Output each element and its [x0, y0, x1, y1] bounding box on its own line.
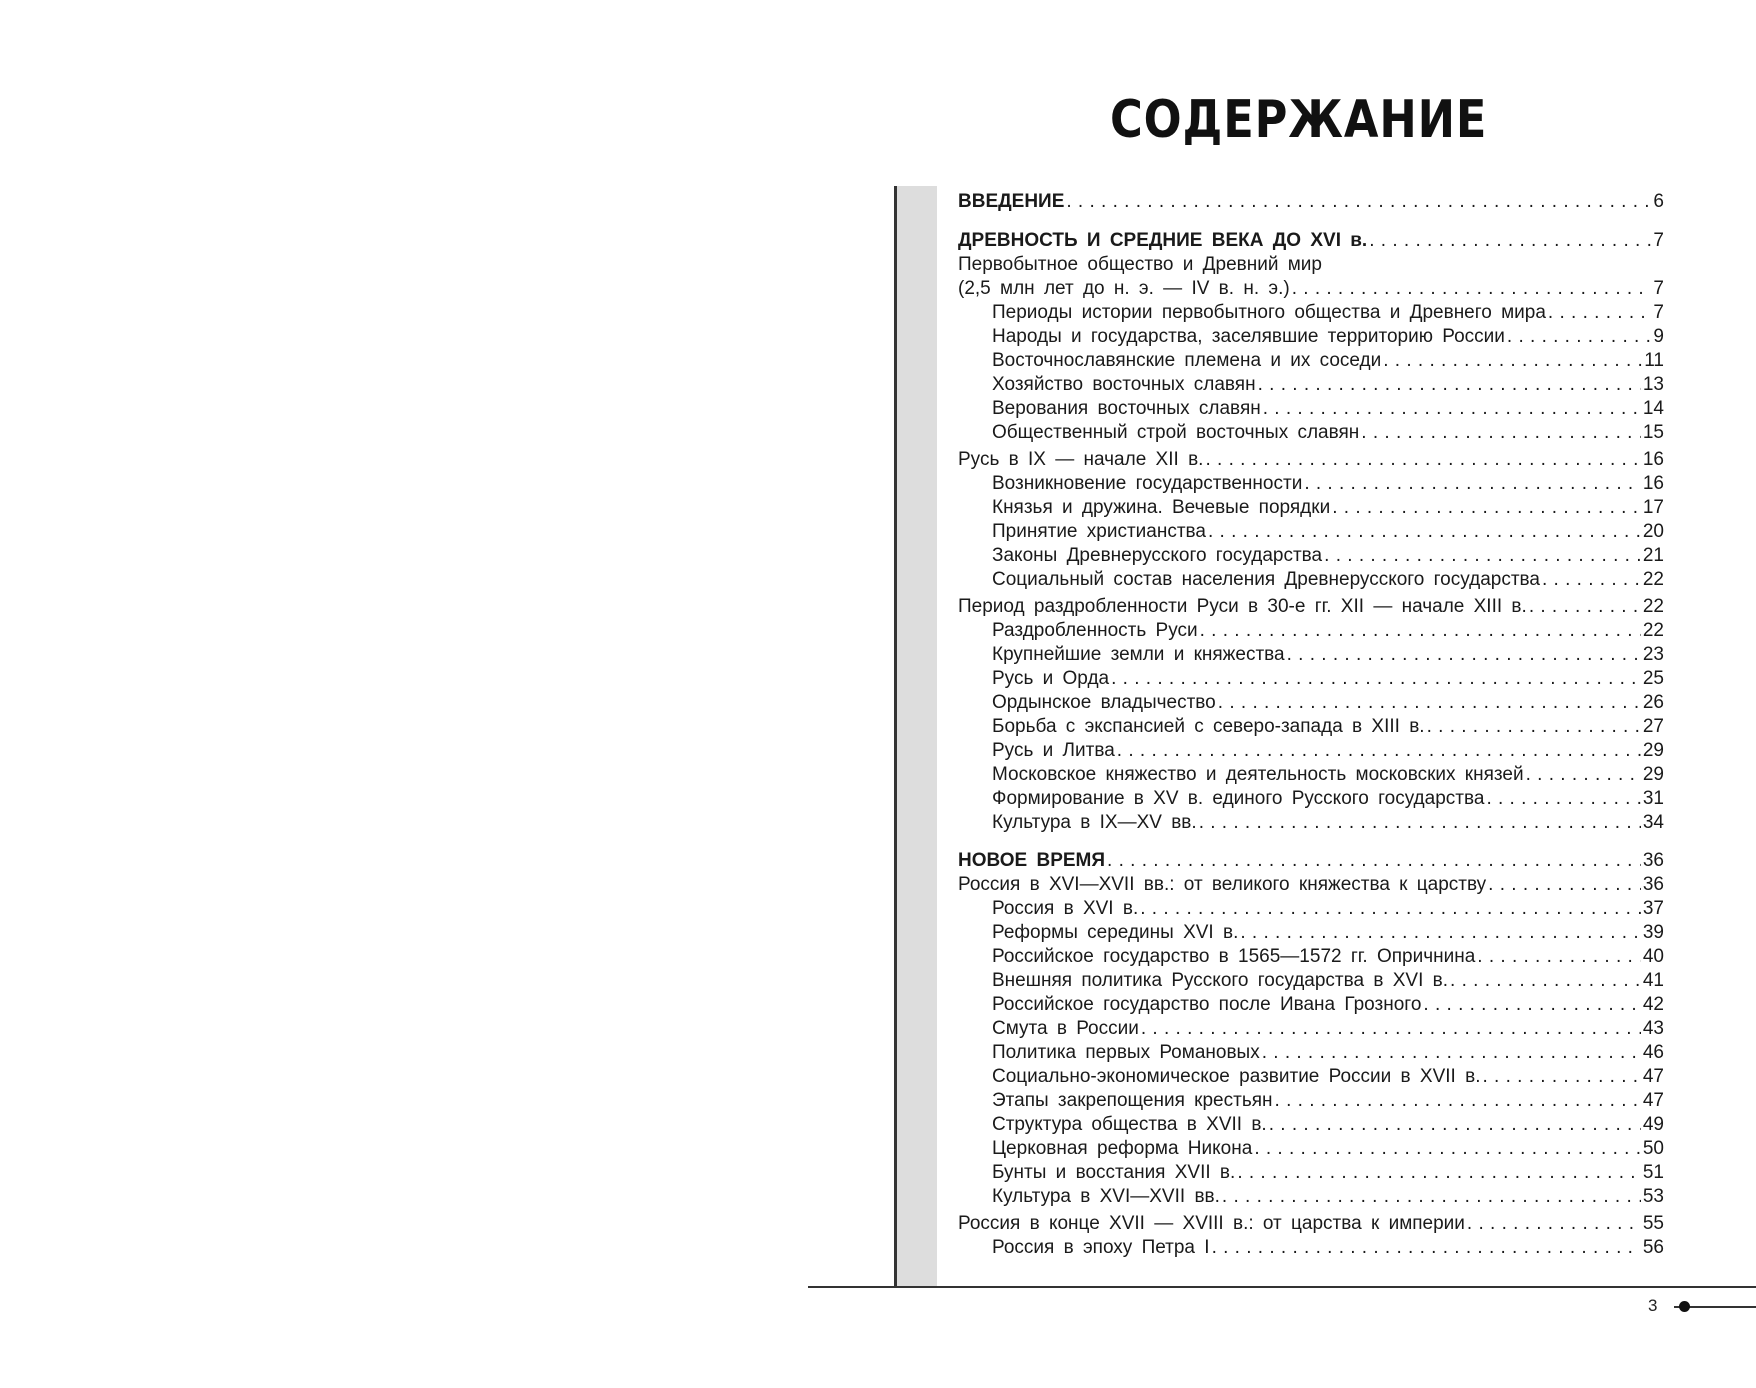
- toc-entry-title: Россия в XVI в.: [992, 898, 1139, 919]
- toc-dot-leader: [1254, 1137, 1641, 1161]
- toc-entry[interactable]: [958, 1212, 1664, 1236]
- toc-entry-title: Первобытное общество и Древний мир: [958, 254, 1322, 275]
- toc-dot-leader: [1218, 691, 1641, 715]
- toc-page-number: 36: [1642, 850, 1664, 871]
- toc-entry-title: Социально-экономическое развитие России в XVII в.: [992, 1066, 1481, 1087]
- toc-entry[interactable]: [958, 643, 1664, 667]
- toc-page-number: 29: [1642, 740, 1664, 761]
- bottom-rule: [808, 1286, 1756, 1288]
- toc-dot-leader: [1107, 849, 1641, 873]
- toc-dot-leader: [1542, 568, 1641, 592]
- toc-page-number: 7: [1653, 230, 1664, 251]
- toc-entry-title: Церковная реформа Никона: [992, 1138, 1253, 1159]
- toc-entry[interactable]: [958, 421, 1664, 445]
- toc-dot-leader: [1222, 1185, 1641, 1209]
- toc-entry-title: Культура в XVI—XVII вв.: [992, 1186, 1220, 1207]
- toc-entry[interactable]: [958, 1089, 1664, 1113]
- toc-entry-title: ВВЕДЕНИЕ: [958, 191, 1065, 212]
- toc-entry[interactable]: [958, 873, 1664, 897]
- toc-dot-leader: [1205, 448, 1640, 472]
- toc-page-number: 51: [1642, 1162, 1664, 1183]
- toc-entry-title: Принятие христианства: [992, 521, 1206, 542]
- toc-entry-title: Верования восточных славян: [992, 398, 1261, 419]
- toc-dot-leader: [1199, 811, 1641, 835]
- toc-dot-leader: [1262, 1041, 1641, 1065]
- toc-entry[interactable]: [958, 1161, 1664, 1185]
- toc-entry[interactable]: [958, 1236, 1664, 1260]
- toc-entry-title: Князья и дружина. Вечевые порядки: [992, 497, 1331, 518]
- toc-page-number: 23: [1642, 644, 1664, 665]
- toc-entry-title: Возникновение государственности: [992, 473, 1303, 494]
- toc-entry-title: Внешняя политика Русского государства в XVI в.: [992, 970, 1449, 991]
- toc-entry[interactable]: [958, 691, 1664, 715]
- toc-entry-title: Борьба с экспансией с северо-запада в XIII в.: [992, 716, 1425, 737]
- toc-dot-leader: [1212, 1236, 1641, 1260]
- toc-dot-leader: [1240, 921, 1641, 945]
- toc-page-number: 13: [1642, 374, 1664, 395]
- toc-dot-leader: [1369, 229, 1651, 253]
- toc-entry[interactable]: [958, 277, 1664, 301]
- toc-entry[interactable]: [958, 520, 1664, 544]
- toc-entry[interactable]: [958, 739, 1664, 763]
- toc-entry[interactable]: [958, 849, 1664, 873]
- toc-entry-title: Смута в России: [992, 1018, 1139, 1039]
- toc-entry[interactable]: [958, 1065, 1664, 1089]
- margin-band: [897, 186, 937, 1288]
- toc-page-number: 27: [1642, 716, 1664, 737]
- toc-entry-title: Русь в IX — начале XII в.: [958, 449, 1204, 470]
- toc-entry[interactable]: [958, 945, 1664, 969]
- toc-dot-leader: [1117, 739, 1641, 763]
- toc-dot-leader: [1237, 1161, 1641, 1185]
- toc-dot-leader: [1324, 544, 1641, 568]
- toc-page-number: 41: [1642, 970, 1664, 991]
- toc-entry[interactable]: [958, 544, 1664, 568]
- toc-entry[interactable]: [958, 190, 1664, 214]
- page-title: СОДЕРЖАНИЕ: [1110, 90, 1488, 150]
- toc-page-number: 21: [1642, 545, 1664, 566]
- toc-dot-leader: [1507, 325, 1652, 349]
- toc-page-number: 29: [1642, 764, 1664, 785]
- toc-entry-title: Раздробленность Руси: [992, 620, 1198, 641]
- toc-entry[interactable]: [958, 667, 1664, 691]
- toc-entry[interactable]: [958, 568, 1664, 592]
- toc-entry[interactable]: [958, 787, 1664, 811]
- toc-dot-leader: [1427, 715, 1641, 739]
- toc-dot-leader: [1263, 397, 1641, 421]
- toc-entry-title: Российское государство в 1565—1572 гг. Опричнина: [992, 946, 1476, 967]
- toc-entry[interactable]: [958, 619, 1664, 643]
- toc-entry-title: Структура общества в XVII в.: [992, 1114, 1267, 1135]
- toc-entry-title: Законы Древнерусского государства: [992, 545, 1323, 566]
- toc-entry[interactable]: [958, 472, 1664, 496]
- toc-page-number: 47: [1642, 1090, 1664, 1111]
- page-marker-dot-icon: [1679, 1301, 1690, 1312]
- toc-dot-leader: [1548, 301, 1652, 325]
- toc-page-number: 16: [1642, 449, 1664, 470]
- toc-dot-leader: [1361, 421, 1641, 445]
- toc-entry-title: Периоды истории первобытного общества и Древнего мира: [992, 302, 1546, 323]
- toc-dot-leader: [1529, 595, 1641, 619]
- toc-dot-leader: [1287, 643, 1641, 667]
- toc-page-number: 22: [1642, 596, 1664, 617]
- toc-page-number: 7: [1653, 278, 1664, 299]
- toc-entry[interactable]: [958, 811, 1664, 835]
- toc-dot-leader: [1488, 873, 1641, 897]
- toc-dot-leader: [1258, 373, 1641, 397]
- toc-dot-leader: [1304, 472, 1641, 496]
- toc-entry[interactable]: [958, 993, 1664, 1017]
- toc-page-number: 7: [1653, 302, 1664, 323]
- toc-dot-leader: [1200, 619, 1641, 643]
- toc-page-number: 43: [1642, 1018, 1664, 1039]
- toc-entry-title: ДРЕВНОСТЬ И СРЕДНИЕ ВЕКА ДО XVI в.: [958, 230, 1368, 251]
- toc-entry-title: Общественный строй восточных славян: [992, 422, 1360, 443]
- toc-entry[interactable]: [958, 1041, 1664, 1065]
- toc-entry[interactable]: [958, 897, 1664, 921]
- toc-page-number: 49: [1642, 1114, 1664, 1135]
- toc-dot-leader: [1483, 1065, 1641, 1089]
- toc-entry-title: Московское княжество и деятельность московских князей: [992, 764, 1524, 785]
- toc-dot-leader: [1141, 1017, 1641, 1041]
- toc-dot-leader: [1208, 520, 1641, 544]
- toc-entry-title: Народы и государства, заселявшие территорию России: [992, 326, 1505, 347]
- toc-page-number: 50: [1642, 1138, 1664, 1159]
- toc-page-number: 56: [1642, 1237, 1664, 1258]
- toc-dot-leader: [1140, 897, 1641, 921]
- toc-entry-title: Хозяйство восточных славян: [992, 374, 1256, 395]
- toc-entry[interactable]: [958, 763, 1664, 787]
- toc-page-number: 31: [1642, 788, 1664, 809]
- toc-entry[interactable]: [958, 397, 1664, 421]
- toc-entry[interactable]: [958, 373, 1664, 397]
- toc-entry-title: Российское государство после Ивана Грозного: [992, 994, 1422, 1015]
- toc-page-number: 16: [1642, 473, 1664, 494]
- toc-entry-title: Ордынское владычество: [992, 692, 1216, 713]
- toc-entry[interactable]: [958, 349, 1664, 373]
- toc-entry-title: Русь и Орда: [992, 668, 1110, 689]
- toc-page-number: 22: [1642, 620, 1664, 641]
- toc-entry-title: Политика первых Романовых: [992, 1042, 1260, 1063]
- toc-dot-leader: [1269, 1113, 1641, 1137]
- toc-entry[interactable]: [958, 715, 1664, 739]
- toc-entry[interactable]: [958, 301, 1664, 325]
- toc-page-number: 6: [1653, 191, 1664, 212]
- toc-page-number: 42: [1642, 994, 1664, 1015]
- toc-entry-title: Крупнейшие земли и княжества: [992, 644, 1285, 665]
- toc-entry[interactable]: [958, 496, 1664, 520]
- toc-page-number: 34: [1642, 812, 1664, 833]
- toc-page-number: 36: [1642, 874, 1664, 895]
- table-of-contents: [958, 190, 1664, 1260]
- toc-entry[interactable]: [958, 1017, 1664, 1041]
- page-number: 3: [1648, 1296, 1658, 1315]
- toc-entry-title: Бунты и восстания XVII в.: [992, 1162, 1236, 1183]
- toc-entry[interactable]: [958, 229, 1664, 253]
- toc-dot-leader: [1332, 496, 1641, 520]
- toc-page-number: 55: [1642, 1213, 1664, 1234]
- toc-entry-title: Формирование в XV в. единого Русского государства: [992, 788, 1485, 809]
- toc-entry-title: НОВОЕ ВРЕМЯ: [958, 850, 1106, 871]
- toc-entry-title: (2,5 млн лет до н. э. — IV в. н. э.): [958, 278, 1290, 299]
- toc-entry[interactable]: [958, 448, 1664, 472]
- toc-page-number: 17: [1642, 497, 1664, 518]
- toc-entry-title: Реформы середины XVI в.: [992, 922, 1239, 943]
- toc-page-number: 39: [1642, 922, 1664, 943]
- toc-page-number: 46: [1642, 1042, 1664, 1063]
- toc-dot-leader: [1292, 277, 1652, 301]
- toc-entry-title: Культура в IX—XV вв.: [992, 812, 1197, 833]
- toc-page-number: 40: [1642, 946, 1664, 967]
- toc-page-number: 11: [1644, 350, 1664, 371]
- toc-dot-leader: [1526, 763, 1641, 787]
- toc-entry-title: Восточнославянские племена и их соседи: [992, 350, 1382, 371]
- toc-page-number: 9: [1653, 326, 1664, 347]
- toc-page-number: 15: [1642, 422, 1664, 443]
- toc-entry[interactable]: [958, 969, 1664, 993]
- toc-page-number: 22: [1642, 569, 1664, 590]
- toc-dot-leader: [1423, 993, 1640, 1017]
- toc-page-number: 20: [1642, 521, 1664, 542]
- toc-page-number: 37: [1642, 898, 1664, 919]
- toc-dot-leader: [1467, 1212, 1641, 1236]
- toc-dot-leader: [1111, 667, 1641, 691]
- toc-entry[interactable]: [958, 595, 1664, 619]
- toc-dot-leader: [1477, 945, 1641, 969]
- toc-entry-title: Социальный состав населения Древнерусского государства: [992, 569, 1540, 590]
- toc-dot-leader: [1383, 349, 1642, 373]
- toc-page-number: 14: [1642, 398, 1664, 419]
- toc-entry[interactable]: [958, 1137, 1664, 1161]
- toc-page-number: 47: [1642, 1066, 1664, 1087]
- toc-entry-title: Россия в эпоху Петра I: [992, 1237, 1210, 1258]
- toc-entry[interactable]: [958, 1113, 1664, 1137]
- toc-entry-title: Этапы закрепощения крестьян: [992, 1090, 1273, 1111]
- toc-entry[interactable]: [958, 325, 1664, 349]
- toc-entry[interactable]: [958, 921, 1664, 945]
- toc-page-number: 26: [1642, 692, 1664, 713]
- toc-entry-title: Период раздробленности Руси в 30-е гг. XII — начале XIII в.: [958, 596, 1527, 617]
- toc-entry[interactable]: [958, 253, 1664, 277]
- toc-page-number: 25: [1642, 668, 1664, 689]
- toc-entry-title: Россия в XVI—XVII вв.: от великого княжества к царству: [958, 874, 1487, 895]
- toc-dot-leader: [1450, 969, 1641, 993]
- toc-dot-leader: [1486, 787, 1640, 811]
- toc-entry[interactable]: [958, 1185, 1664, 1209]
- toc-dot-leader: [1066, 190, 1651, 214]
- toc-entry-title: Россия в конце XVII — XVIII в.: от царства к империи: [958, 1213, 1465, 1234]
- toc-page-number: 53: [1642, 1186, 1664, 1207]
- toc-entry-title: Русь и Литва: [992, 740, 1115, 761]
- toc-dot-leader: [1275, 1089, 1641, 1113]
- vertical-rule: [894, 186, 897, 1288]
